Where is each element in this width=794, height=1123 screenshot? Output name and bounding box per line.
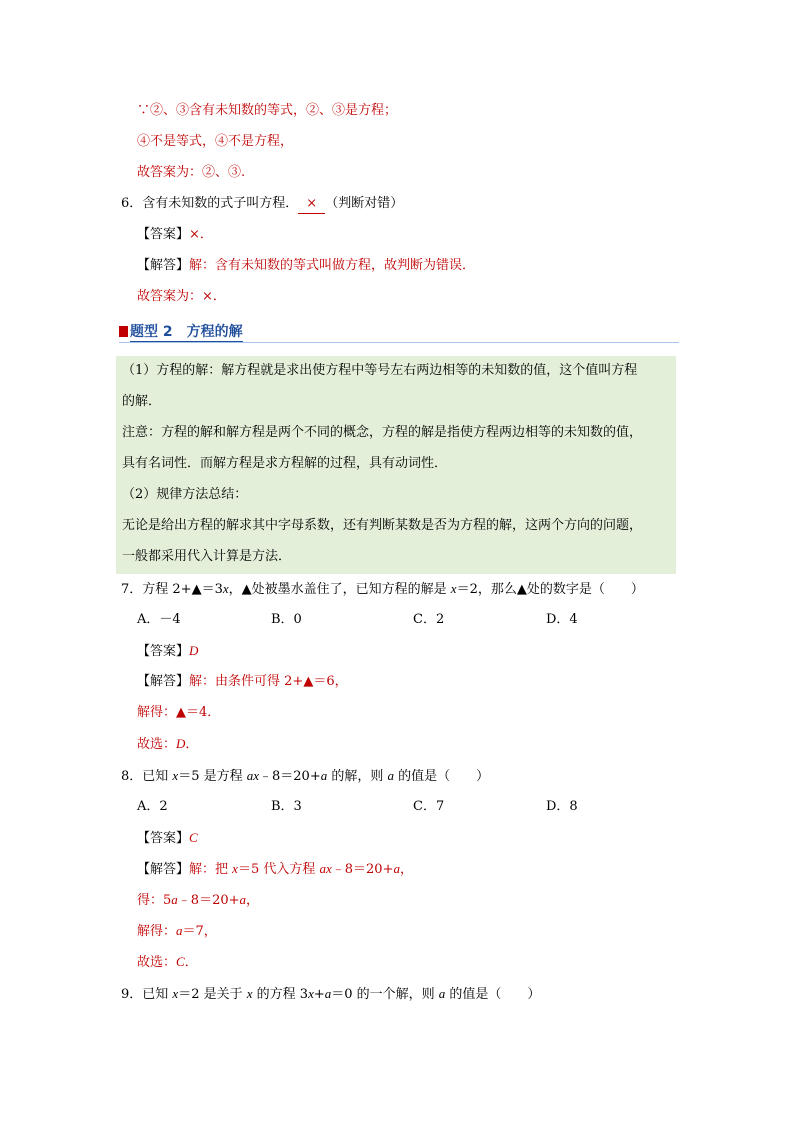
answer-value: C: [189, 830, 198, 845]
q8-text-a: 8．已知: [121, 769, 173, 784]
question-6-conclusion: 故答案为：×．: [137, 289, 226, 304]
triangle-icon: ▲: [241, 582, 252, 597]
q7-option-a: A．－4: [137, 612, 181, 627]
question-7-answer: [137, 642, 198, 661]
variable-a: a: [171, 892, 178, 907]
step-result: ＝7，: [182, 924, 217, 939]
note-line-6: 无论是给出方程的解求其中字母系数，还有判断某数是否为方程的解，这两个方向的问题，: [122, 518, 643, 533]
variable-ax: ax: [319, 861, 332, 876]
note-line-2: 的解．: [122, 394, 162, 409]
q9-text-b: ＝2 是关于: [178, 987, 247, 1002]
variable-x: x: [450, 581, 457, 596]
solution-text: 解：把: [189, 862, 233, 877]
step-label: 解得：: [137, 924, 177, 939]
q8-option-d: D．8: [546, 799, 578, 814]
conclusion-period: ．: [184, 955, 198, 970]
step-comma: ，: [246, 893, 260, 908]
q7-option-d: D．4: [546, 612, 578, 627]
question-8-answer: [137, 829, 198, 848]
variable-ax: ax: [246, 768, 260, 783]
conclusion-choice: C: [176, 954, 185, 969]
variable-a: a: [239, 892, 247, 907]
variable-x: x: [246, 986, 253, 1001]
variable-a: a: [387, 768, 394, 783]
variable-x: x: [308, 986, 314, 1001]
note-line-7: 一般都采用代入计算是方法．: [122, 549, 292, 564]
q7-option-c: C．2: [413, 612, 445, 627]
variable-a: a: [393, 861, 400, 876]
triangle-icon: ▲: [303, 674, 314, 689]
solution-expr-end: ＝6，: [313, 674, 348, 689]
question-6-answer: [137, 226, 213, 244]
solution-expr: 2+: [284, 674, 304, 689]
question-9-stem: [121, 985, 540, 1004]
q8-option-c: C．7: [413, 799, 445, 814]
variable-a: a: [438, 986, 446, 1001]
answer-label: 【答案】: [137, 644, 190, 659]
q8-option-a: A．2: [137, 799, 168, 814]
q7-text-e: ＝2，那么: [456, 582, 517, 597]
step-label: 解得：: [137, 705, 177, 720]
triangle-icon: ▲: [191, 582, 202, 597]
solution-text-b: ＝5 代入方程: [237, 862, 320, 877]
variable-x: x: [172, 768, 179, 783]
section-marker-icon: [119, 326, 128, 337]
question-8-step-1: [137, 891, 259, 910]
variable-x: x: [222, 581, 229, 596]
triangle-icon: ▲: [176, 705, 187, 720]
step-result: ＝4．: [186, 705, 221, 720]
q7-text-c: ，: [228, 582, 242, 597]
question-7-solution: [137, 673, 348, 691]
solution-text-d: ，: [399, 862, 413, 877]
note-line-5: （2）规律方法总结：: [122, 487, 248, 502]
solution-label: 【解答】: [137, 862, 190, 877]
prev-solution-line-1: ∵②、③含有未知数的等式，②、③是方程；: [137, 103, 398, 118]
note-line-4: 具有名词性．而解方程是求方程解的过程，具有动词性．: [122, 456, 448, 471]
q8-text-e: 的值是（ ）: [394, 769, 490, 784]
triangle-icon: ▲: [516, 582, 527, 597]
note-line-3: 注意：方程的解和解方程是两个不同的概念，方程的解是指使方程两边相等的未知数的值，: [122, 425, 643, 440]
conclusion-label: 故选：: [137, 737, 177, 752]
variable-x: x: [232, 861, 238, 876]
step-coef: 5: [163, 893, 172, 908]
solution-text: 解：含有未知数的等式叫做方程，故判断为错误．: [189, 258, 476, 273]
q9-text-e: ＝0 的一个解，则: [331, 987, 439, 1002]
answer-label: 【答案】: [137, 227, 190, 242]
answer-value: ×．: [189, 227, 213, 242]
solution-label: 【解答】: [137, 674, 190, 689]
question-6-stem: [121, 195, 403, 214]
q8-text-c: ﹣8＝20+: [259, 769, 321, 784]
q9-text-f: 的值是（ ）: [445, 987, 541, 1002]
question-6-text: 6．含有未知数的式子叫方程．: [121, 196, 299, 211]
variable-a: a: [320, 768, 328, 783]
answer-label: 【答案】: [137, 831, 190, 846]
conclusion-label: 故选：: [137, 955, 177, 970]
q7-option-b: B．0: [271, 612, 302, 627]
section-underline: [119, 342, 679, 343]
question-6-solution: [137, 257, 475, 275]
question-6-instruction: （判断对错）: [325, 196, 404, 211]
q7-text-a: 7．方程 2+: [121, 582, 192, 597]
question-8-step-2: [137, 922, 217, 941]
q8-option-b: B．3: [271, 799, 302, 814]
conclusion-choice: D: [176, 736, 186, 751]
section-title: 题型 2 方程的解: [130, 324, 243, 343]
question-8-stem: [121, 767, 489, 786]
question-7-conclusion: [137, 735, 198, 754]
question-7-stem: [121, 580, 644, 599]
solution-text-c: ﹣8＝20+: [331, 862, 394, 877]
q7-text-f: 处的数字是（ ）: [526, 582, 644, 597]
prev-solution-line-2: ④不是等式，④不是方程，: [137, 134, 294, 149]
answer-value: D: [189, 643, 199, 658]
question-8-solution: [137, 860, 413, 879]
solution-text: 解：由条件可得: [189, 674, 285, 689]
conclusion-period: ．: [185, 737, 199, 752]
q8-text-b: ＝5 是方程: [178, 769, 247, 784]
prev-solution-conclusion: 故答案为：②、③.: [137, 165, 246, 180]
q9-text-c: 的方程 3: [252, 987, 309, 1002]
question-7-step: [137, 704, 220, 722]
variable-a: a: [324, 986, 332, 1001]
q9-text-a: 9．已知: [121, 987, 173, 1002]
q7-text-b: ＝3: [201, 582, 223, 597]
solution-label: 【解答】: [137, 258, 190, 273]
q8-text-d: 的解，则: [327, 769, 388, 784]
note-line-1: （1）方程的解：解方程就是求出使方程中等号左右两边相等的未知数的值，这个值叫方程: [122, 363, 638, 378]
q9-text-d: +: [313, 987, 325, 1002]
section-heading: [119, 321, 679, 343]
step-label: 得：: [137, 893, 164, 908]
variable-a: a: [176, 923, 183, 938]
step-expr: ﹣8＝20+: [177, 893, 240, 908]
question-6-answer-blank: ×: [298, 195, 325, 214]
q7-text-d: 处被墨水盖住了，已知方程的解是: [251, 582, 451, 597]
variable-x: x: [172, 986, 179, 1001]
question-8-conclusion: [137, 953, 198, 972]
